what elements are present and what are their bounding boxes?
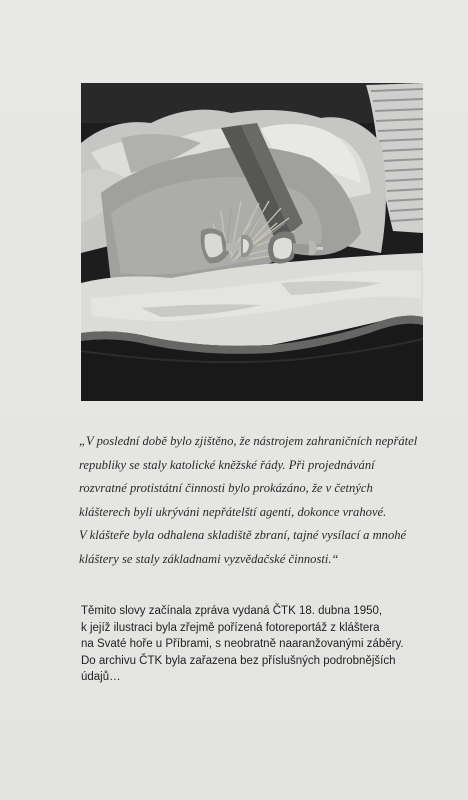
caption-line: na Svaté hoře u Příbrami, s neobratně naaranžovanými záběry. xyxy=(81,638,404,651)
quote-block xyxy=(79,430,429,571)
quote-line: rozvratné protistátní činnosti bylo prokázáno, že v četných xyxy=(79,481,373,495)
caption-line: Těmito slovy začínala zpráva vydaná ČTK 18. dubna 1950, xyxy=(81,605,383,617)
quote-line: „V poslední době bylo zjištěno, že nástrojem zahraničních nepřátel xyxy=(79,434,418,448)
quote-line: republiky se staly katolické kněžské řády. Při projednávání xyxy=(79,457,375,472)
photo-bed-with-chalice xyxy=(81,83,423,401)
caption-line: k jejíž ilustraci byla zřejmě pořízená fotoreportáž z kláštera xyxy=(81,621,380,634)
quote-line: V klášteře byla odhalena skladiště zbraní, tajné vysílací a mnohé xyxy=(79,528,407,542)
archival-photograph xyxy=(81,83,423,401)
caption-block xyxy=(81,603,426,686)
caption-line: údajů… xyxy=(81,671,121,684)
quote-line: klášterech byli ukrýváni nepřátelští agenti, dokonce vrahové. xyxy=(79,504,387,519)
caption-line: Do archivu ČTK byla zařazena bez příslušných podrobnějších xyxy=(81,654,396,667)
quote-line: kláštery se staly základnami vyzvědačské činnosti.“ xyxy=(79,551,339,566)
